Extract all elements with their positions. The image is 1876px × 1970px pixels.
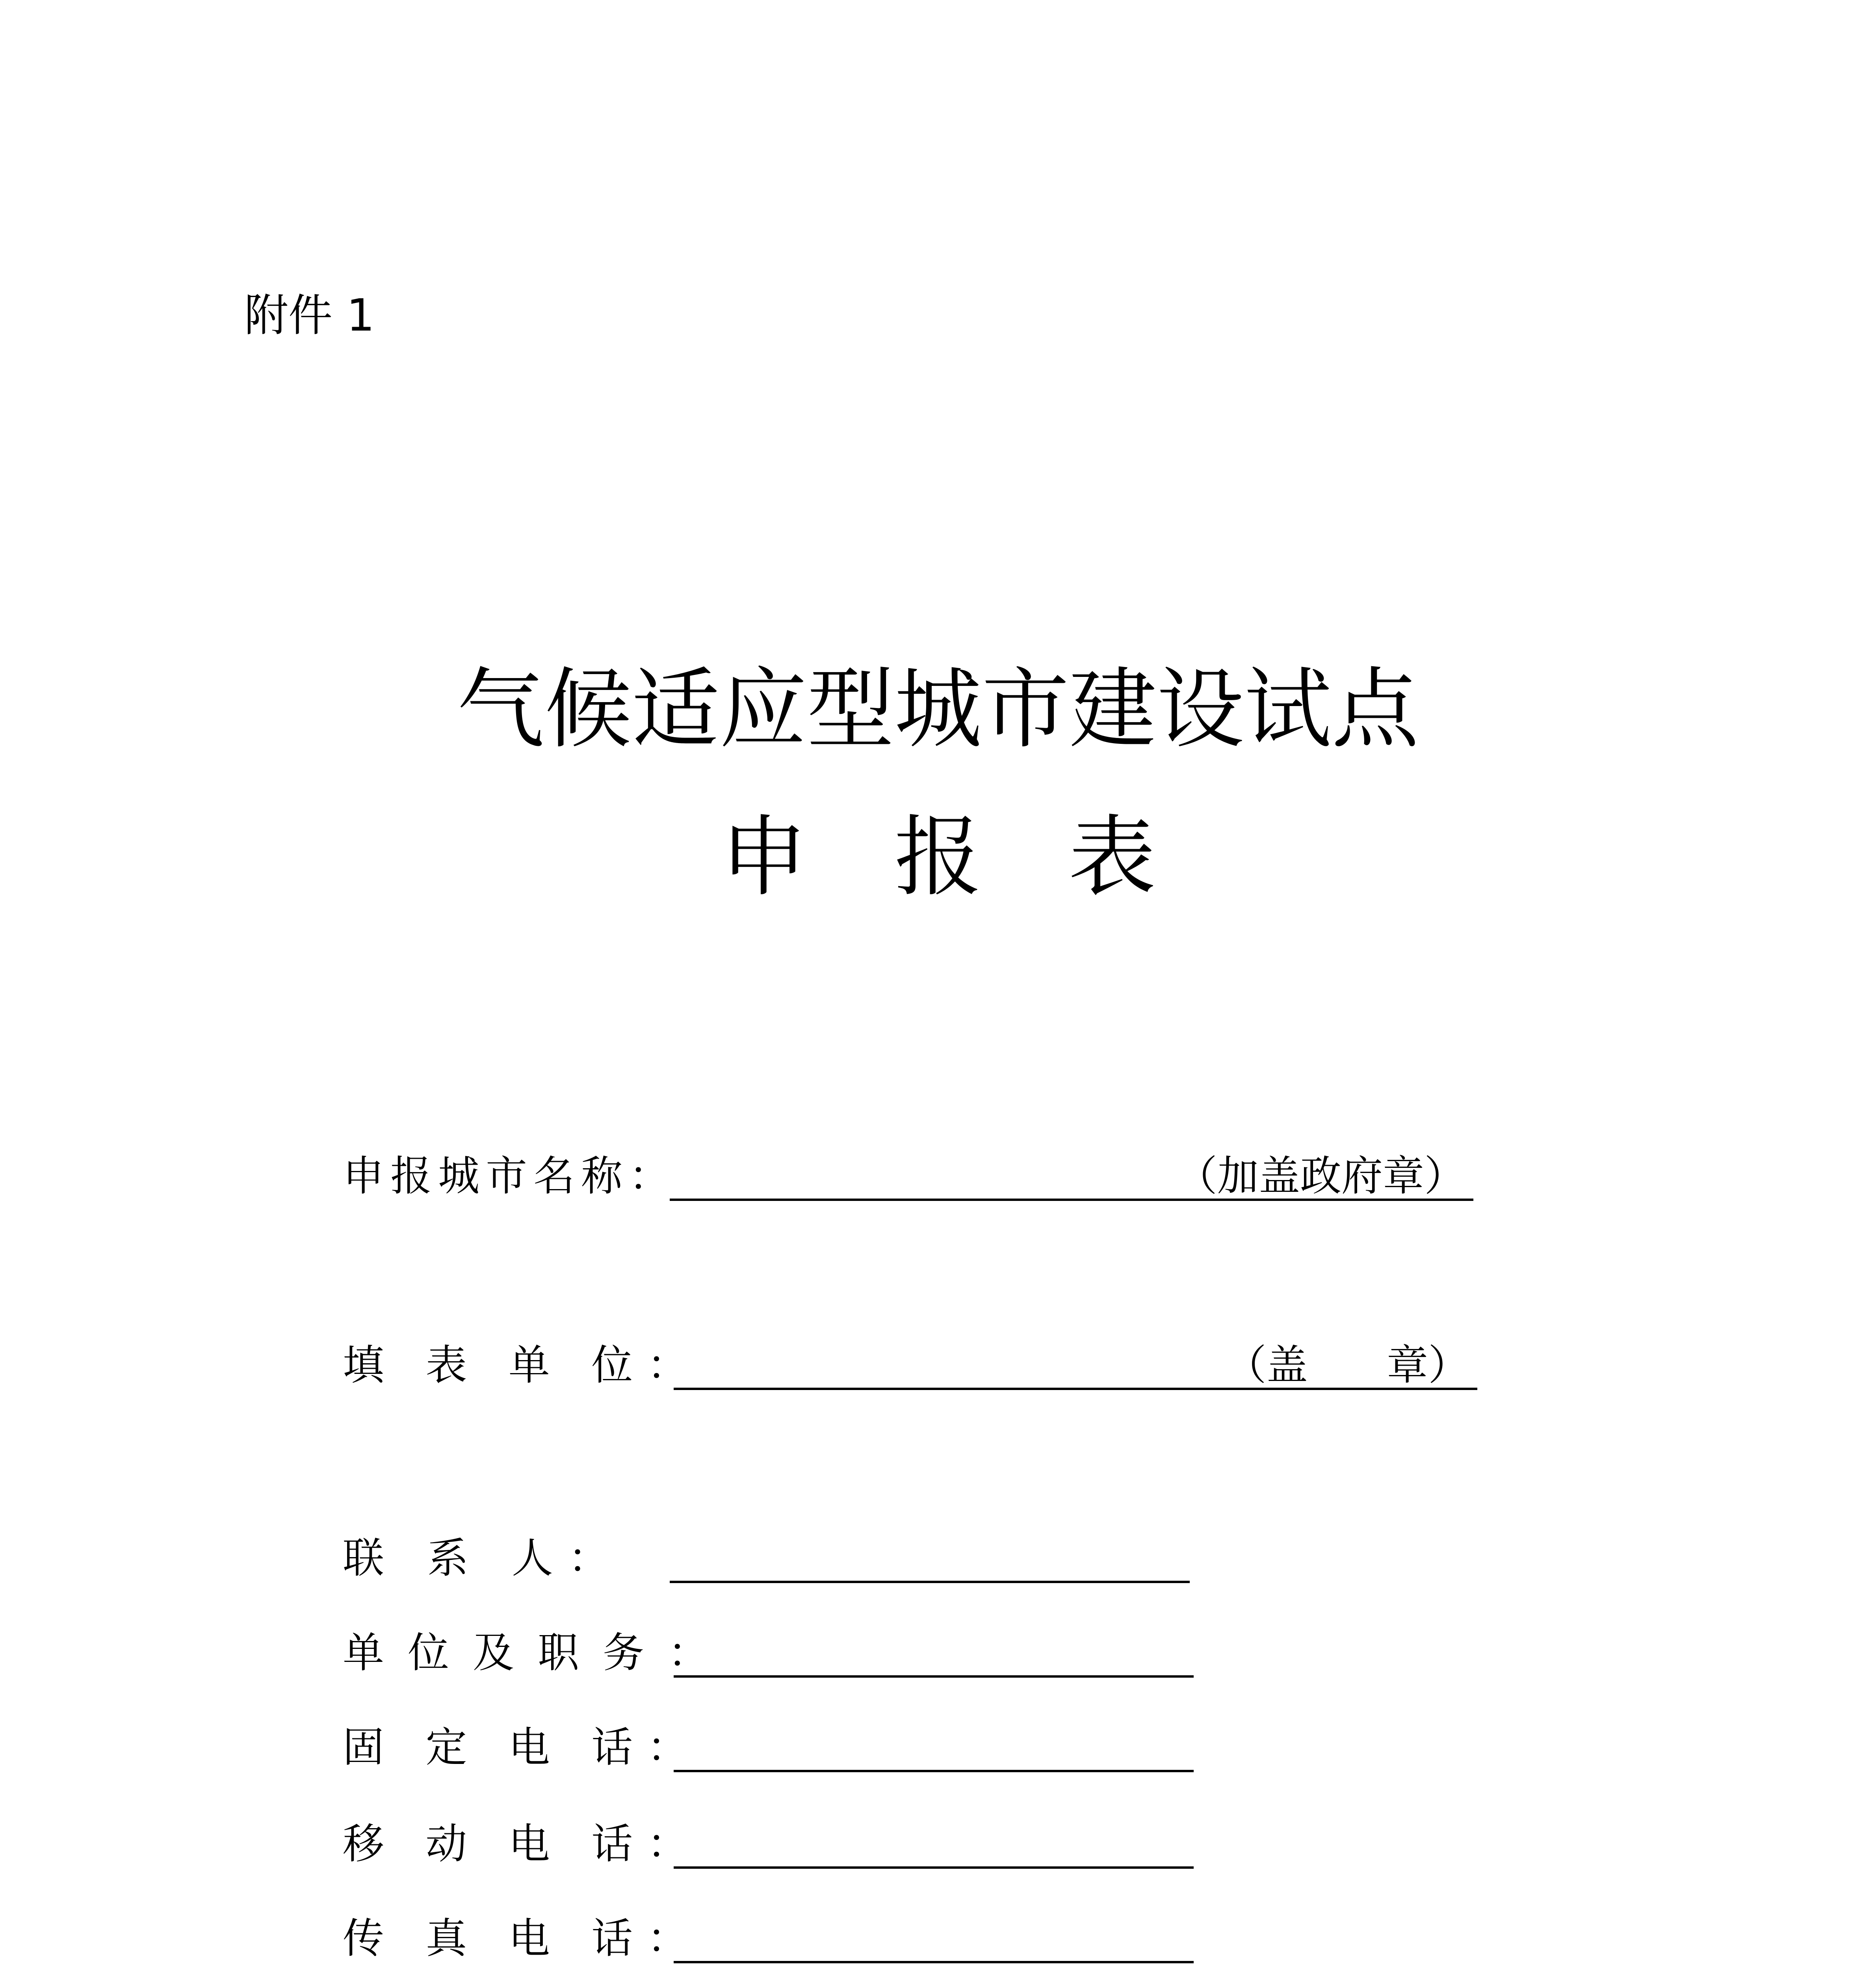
filling-unit-label: 填 表 单 位： (343, 1341, 703, 1389)
fax-label: 传 真 电 话： (343, 1914, 703, 1963)
contact-person-input[interactable] (670, 1533, 1190, 1583)
city-name-field (343, 1150, 1473, 1202)
seal-note: （盖 章） (1225, 1341, 1469, 1389)
mobile-input[interactable] (674, 1818, 1194, 1869)
contact-person-label: 联 系 人： (343, 1534, 624, 1582)
unit-position-input[interactable] (674, 1627, 1194, 1678)
form-title: 气候适应型城市建设试点 (457, 659, 1419, 760)
fax-field (343, 1913, 1194, 1964)
city-name-input[interactable] (670, 1150, 1473, 1201)
filling-unit-field (343, 1340, 1477, 1391)
unit-position-field (343, 1627, 1194, 1678)
mobile-field (343, 1818, 1194, 1870)
landline-field (343, 1722, 1194, 1773)
form-subtitle: 申报表 (720, 807, 1243, 908)
government-seal-note: （加盖政府章） (1176, 1152, 1466, 1200)
fax-input[interactable] (674, 1913, 1194, 1963)
landline-label: 固 定 电 话： (343, 1723, 703, 1771)
landline-input[interactable] (674, 1722, 1194, 1772)
filling-unit-input[interactable] (674, 1340, 1477, 1390)
contact-person-field (343, 1533, 1194, 1584)
unit-position-label: 单位及职务： (343, 1629, 733, 1677)
mobile-label: 移 动 电 话： (343, 1820, 703, 1868)
attachment-label: 附件 1 (244, 290, 375, 341)
city-name-label: 申报城市名称： (343, 1152, 677, 1200)
